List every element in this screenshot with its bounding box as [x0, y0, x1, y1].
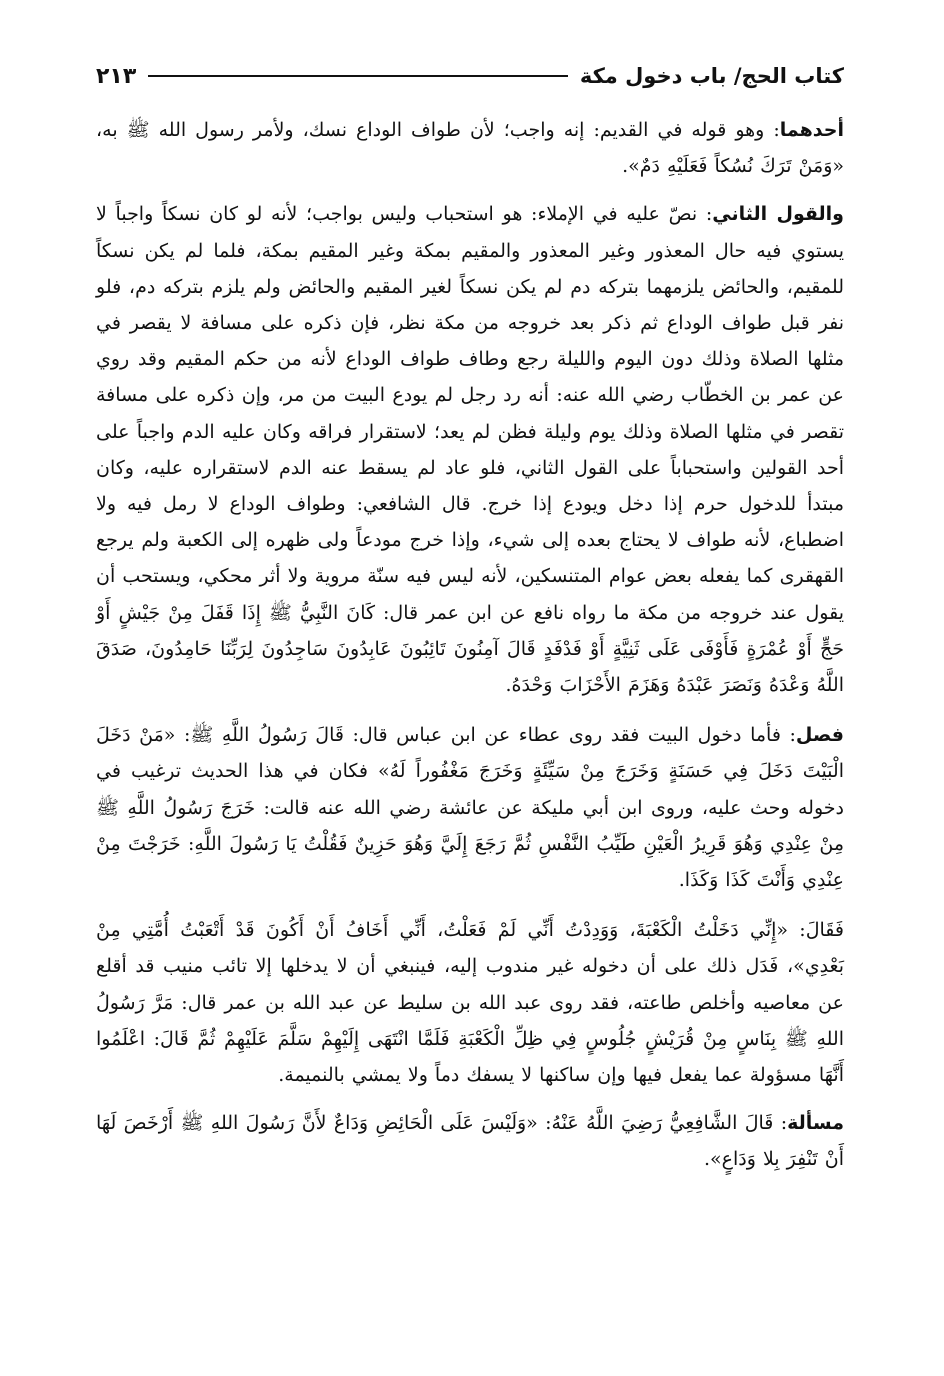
paragraph-text: : وهو قوله في القديم: إنه واجب؛ لأن طواف الوداع نسك، ولأمر رسول الله ﷺ به، «وَمَنْ تَرَكَ نُسُكاً فَعَلَيْهِ دَمٌ». [96, 119, 844, 178]
paragraph-issue [96, 1105, 844, 1177]
paragraph-text: : فأما دخول البيت فقد روى عطاء عن ابن عباس قال: قَالَ رَسُولُ اللَّهِ ﷺ: «مَنْ دَخَلَ الْبَيْتَ دَخَلَ فِي حَسَنَةٍ وَخَرَجَ مِنْ سَيِّئَةٍ وَخَرَجَ مَغْفُوراً لَهُ» فكان في هذا الحديث ترغيب في دخوله وحث عليه، وروى ابن أبي مليكة عن عائشة رضي الله عنه قالت: خَرَجَ رَسُولُ اللَّهِ ﷺ مِنْ عِنْدِي وَهُوَ قَرِيرُ الْعَيْنِ طَيِّبُ النَّفْسِ ثُمَّ رَجَعَ إِلَيَّ وَهُوَ حَزِينٌ فَقُلْتُ يَا رَسُولَ اللَّهِ: خَرَجْتَ مِنْ عِنْدِي وَأَنْتَ كَذَا وَكَذَا. [96, 724, 844, 892]
running-header [96, 58, 844, 94]
paragraph-lead: فصل [795, 724, 844, 747]
page-number: ٢١٣ [96, 63, 137, 89]
paragraph-second-opinion [96, 196, 844, 703]
running-title: كتاب الحج/ باب دخول مكة [579, 64, 844, 88]
paragraph-text: : نصّ عليه في الإملاء: هو استحباب وليس بواجب؛ لأنه لو كان نسكاً واجباً لا يستوي فيه حال المعذور وغير المعذور والمقيم بمكة وغير المقيم بمكة، فلما لم يكن نسكاً للمقيم، والحائض يلزمهما بتركه دم لم يكن نسكاً لغير المقيم والحائض ولم يلزم بتركه دم، فلو نفر قبل طواف الوداع ثم ذكر بعد خروجه من مكة نظر، فإن ذكره على مسافة لا يقصر في مثلها الصلاة وذلك دون اليوم والليلة رجع وطاف طواف الوداع لأنه من حكم المقيم وقد روي عن عمر بن الخطّاب رضي الله عنه: أنه رد رجل لم يودع البيت من مر، وإن ذكره على مسافة تقصر في مثلها الصلاة وذلك يوم وليلة فظن لم يعد؛ لاستقرار فراقه وكان عليه الدم واجباً على أحد القولين واستحباباً على القول الثاني، فلو عاد لم يسقط عنه الدم لاستقراره عليه، وكان مبتدأ للدخول حرم إذا دخل ويودع إذا خرج. قال الشافعي: وطواف الوداع لا رمل فيه ولا اضطباع، لأنه طواف لا يحتاج بعده إلى شيء، وإذا خرج مودعاً ولى ظهره إلى الكعبة ولم يرجع القهقرى كما يفعله بعض عوام المتنسكين، لأنه ليس فيه سنّة مروية ولا أثر محكي، ويستحب أن يقول عند خروجه من مكة ما رواه نافع عن ابن عمر قال: كَانَ النَّبِيُّ ﷺ إِذَا قَفَلَ مِنْ جَيْشٍ أَوْ حَجٍّ أَوْ عُمْرَةٍ فَأَوْفَى عَلَى ثَنِيَّةٍ أَوْ فَدْفَدٍ قَالَ آمِنُونَ تَائِبُونَ عَابِدُونَ سَاجِدُونَ لِرَبِّنَا حَامِدُونَ، صَدَقَ اللَّهُ وَعْدَهُ وَنَصَرَ عَبْدَهُ وَهَزَمَ الأَحْزَابَ وَحْدَهُ. [96, 203, 844, 697]
paragraph-section [96, 717, 844, 898]
paragraph-lead: والقول الثاني [712, 203, 844, 226]
paragraph-lead: أحدهما [779, 119, 844, 141]
header-rule [148, 75, 568, 77]
paragraph-text: فَقَالَ: «إِنِّي دَخَلْتُ الْكَعْبَةَ، وَوَدِدْتُ أَنِّي لَمْ فَعَلْتُ، أَنِّي أَخَافُ أَنْ أَكُونَ قَدْ أَتْعَبْتُ أُمَّتِي مِنْ بَعْدِي»، فَدَل ذلك على أن دخوله غير مندوب إليه، فينبغي أن لا يدخلها إلا تائب منيب قد أقلع عن معاصيه وأخلص طاعته، فقد روى عبد الله بن سليط عن عبد الله بن عمر قال: مَرَّ رَسُولُ اللهِ ﷺ بِنَاسٍ مِنْ قُرَيْشٍ جُلُوسٍ فِي ظِلِّ الْكَعْبَةِ فَلَمَّا انْتَهَى إِلَيْهِمْ سَلَّمَ عَلَيْهِمْ ثُمَّ قَالَ: اعْلَمُوا أَنَّهَا مسؤولة عما يفعل فيها وإن ساكنها لا يسفك دماً ولا يمشي بالنميمة. [96, 919, 844, 1087]
page-body [96, 112, 844, 1178]
paragraph-lead: مسألة [787, 1112, 844, 1135]
paragraph-text: : قَالَ الشَّافِعِيُّ رَضِيَ اللَّهُ عَنْهُ: «وَلَيْسَ عَلَى الْحَائِضِ وَدَاعٌ لأَنَّ رَسُولَ اللهِ ﷺ أَرْخَصَ لَهَا أَنْ تَنْفِرَ بِلا وَدَاعٍ». [96, 1112, 844, 1171]
paragraph-continuation [96, 912, 844, 1093]
paragraph-first-opinion [96, 112, 844, 184]
